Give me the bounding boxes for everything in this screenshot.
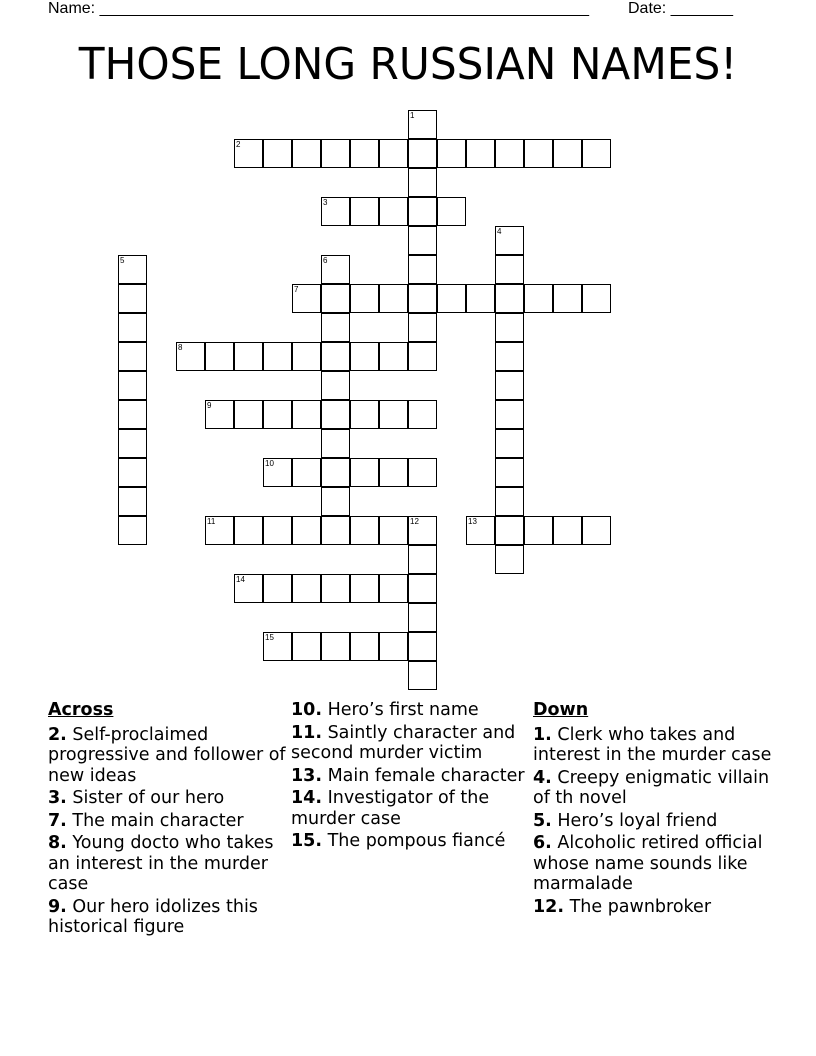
- crossword-cell[interactable]: [495, 429, 524, 458]
- clue-number: 7: [294, 285, 299, 294]
- clue-number: 15: [265, 633, 274, 642]
- across-clue: [291, 788, 531, 829]
- crossword-cell[interactable]: [437, 284, 466, 313]
- crossword-cell[interactable]: [292, 632, 321, 661]
- crossword-cell[interactable]: [495, 284, 524, 313]
- crossword-cell[interactable]: [321, 400, 350, 429]
- crossword-cell[interactable]: [582, 284, 611, 313]
- crossword-cell[interactable]: [466, 139, 495, 168]
- clue-number-label: 8.: [48, 833, 67, 853]
- crossword-cell[interactable]: [408, 255, 437, 284]
- across-clue: [291, 723, 531, 764]
- crossword-cell[interactable]: [553, 516, 582, 545]
- crossword-cell[interactable]: [495, 545, 524, 574]
- crossword-cell[interactable]: [495, 400, 524, 429]
- crossword-cell[interactable]: [118, 429, 147, 458]
- clue-number: 9: [207, 401, 212, 410]
- clue-text: Young docto who takes an interest in the murder case: [48, 833, 274, 894]
- clue-number: 11: [207, 517, 216, 526]
- crossword-cell[interactable]: [379, 458, 408, 487]
- across-clue: [48, 897, 288, 938]
- crossword-cell[interactable]: [408, 545, 437, 574]
- clue-number: 8: [178, 343, 183, 352]
- crossword-cell[interactable]: [350, 342, 379, 371]
- clue-number-label: 4.: [533, 767, 552, 788]
- clue-text: Hero’s first name: [322, 700, 479, 720]
- crossword-cell[interactable]: [321, 516, 350, 545]
- clue-number-label: 15.: [291, 831, 323, 851]
- crossword-cell[interactable]: [118, 284, 147, 313]
- crossword-cell[interactable]: [321, 487, 350, 516]
- clue-number: 6: [323, 256, 328, 265]
- crossword-cell[interactable]: [292, 284, 321, 313]
- crossword-cell[interactable]: [495, 255, 524, 284]
- crossword-cell[interactable]: [495, 342, 524, 371]
- clue-number-label: 7.: [48, 810, 67, 831]
- clue-number-label: 14.: [291, 788, 323, 808]
- crossword-cell[interactable]: [321, 342, 350, 371]
- clue-text: The main character: [66, 810, 244, 831]
- crossword-cell[interactable]: [350, 516, 379, 545]
- crossword-cell[interactable]: [553, 139, 582, 168]
- crossword-cell[interactable]: [118, 516, 147, 545]
- crossword-cell[interactable]: [350, 574, 379, 603]
- clue-text: The pompous fiancé: [322, 831, 506, 851]
- across-clue: [48, 725, 288, 787]
- clue-text: Investigator of the murder case: [291, 788, 490, 829]
- page-title: THOSE LONG RUSSIAN NAMES!: [78, 39, 738, 90]
- clue-number: 2: [236, 140, 241, 149]
- crossword-cell[interactable]: [408, 516, 437, 545]
- clue-text: Sister of our hero: [66, 788, 225, 808]
- crossword-cell[interactable]: [524, 139, 553, 168]
- crossword-cell[interactable]: [408, 632, 437, 661]
- clue-number: 14: [236, 575, 245, 584]
- crossword-cell[interactable]: [408, 168, 437, 197]
- crossword-cell[interactable]: [350, 139, 379, 168]
- crossword-cell[interactable]: [350, 458, 379, 487]
- crossword-cell[interactable]: [321, 197, 350, 226]
- clue-number-label: 1.: [533, 724, 552, 745]
- crossword-cell[interactable]: [234, 400, 263, 429]
- crossword-cell[interactable]: [321, 313, 350, 342]
- crossword-cell[interactable]: [292, 458, 321, 487]
- across-clue: [291, 766, 531, 787]
- crossword-cell[interactable]: [379, 632, 408, 661]
- clue-text: Creepy enigmatic villain of th novel: [533, 767, 770, 808]
- crossword-cell[interactable]: [321, 284, 350, 313]
- crossword-cell[interactable]: [263, 342, 292, 371]
- crossword-cell[interactable]: [495, 371, 524, 400]
- crossword-cell[interactable]: [524, 284, 553, 313]
- crossword-cell[interactable]: [321, 429, 350, 458]
- clue-number: 12: [410, 517, 419, 526]
- across-heading: Across: [48, 700, 114, 720]
- crossword-cell[interactable]: [582, 516, 611, 545]
- crossword-cell[interactable]: [495, 139, 524, 168]
- crossword-cell[interactable]: [263, 516, 292, 545]
- crossword-cell[interactable]: [118, 342, 147, 371]
- crossword-cell[interactable]: [321, 371, 350, 400]
- crossword-cell[interactable]: [408, 110, 437, 139]
- crossword-cell[interactable]: [234, 516, 263, 545]
- clue-text: Self-proclaimed progressive and follower of new ideas: [48, 724, 286, 786]
- clue-text: The pawnbroker: [564, 896, 712, 917]
- name-field[interactable]: Name: _______________________________________________________: [48, 0, 589, 17]
- crossword-cell[interactable]: [234, 574, 263, 603]
- crossword-cell[interactable]: [379, 516, 408, 545]
- clue-text: Saintly character and second murder victim: [291, 722, 516, 763]
- crossword-cell[interactable]: [350, 197, 379, 226]
- crossword-cell[interactable]: [495, 313, 524, 342]
- crossword-cell[interactable]: [408, 139, 437, 168]
- clue-number: 5: [120, 256, 125, 265]
- clue-number-label: 5.: [533, 810, 552, 831]
- clue-number: 1: [410, 111, 415, 120]
- crossword-cell[interactable]: [466, 516, 495, 545]
- crossword-cell[interactable]: [437, 197, 466, 226]
- crossword-cell[interactable]: [379, 197, 408, 226]
- crossword-cell[interactable]: [321, 458, 350, 487]
- crossword-cell[interactable]: [263, 574, 292, 603]
- crossword-cell[interactable]: [408, 458, 437, 487]
- crossword-cell[interactable]: [205, 516, 234, 545]
- crossword-cell[interactable]: [379, 139, 408, 168]
- across-clue: [48, 811, 288, 832]
- crossword-cell[interactable]: [350, 400, 379, 429]
- crossword-cell[interactable]: [118, 458, 147, 487]
- crossword-cell[interactable]: [234, 139, 263, 168]
- crossword-cell[interactable]: [379, 574, 408, 603]
- crossword-cell[interactable]: [379, 284, 408, 313]
- clue-number-label: 6.: [533, 833, 552, 853]
- crossword-cell[interactable]: [582, 139, 611, 168]
- crossword-cell[interactable]: [292, 574, 321, 603]
- clues-column-2: [291, 700, 531, 854]
- crossword-cell[interactable]: [495, 226, 524, 255]
- down-clue: [533, 897, 773, 918]
- clues-column-3: [533, 700, 773, 919]
- down-clue: [533, 725, 773, 766]
- crossword-cell[interactable]: [350, 284, 379, 313]
- crossword-cell[interactable]: [321, 255, 350, 284]
- clue-number: 10: [265, 459, 274, 468]
- crossword-cell[interactable]: [292, 342, 321, 371]
- crossword-cell[interactable]: [524, 516, 553, 545]
- clue-number-label: 2.: [48, 724, 67, 745]
- crossword-cell[interactable]: [263, 139, 292, 168]
- crossword-cell[interactable]: [263, 632, 292, 661]
- crossword-cell[interactable]: [292, 516, 321, 545]
- crossword-cell[interactable]: [408, 574, 437, 603]
- crossword-cell[interactable]: [408, 342, 437, 371]
- crossword-cell[interactable]: [205, 342, 234, 371]
- clue-text: Hero’s loyal friend: [551, 810, 718, 831]
- down-clue: [533, 768, 773, 809]
- clue-text: Main female character: [322, 765, 525, 786]
- across-clue: [48, 788, 288, 809]
- crossword-cell[interactable]: [321, 632, 350, 661]
- clue-text: Alcoholic retired official whose name sounds like marmalade: [533, 833, 763, 894]
- clue-number-label: 13.: [291, 765, 323, 786]
- down-clue: [533, 833, 773, 895]
- clue-number: 13: [468, 517, 477, 526]
- crossword-cell[interactable]: [495, 487, 524, 516]
- clue-number-label: 12.: [533, 896, 565, 917]
- clue-number-label: 11.: [291, 722, 323, 743]
- crossword-cell[interactable]: [205, 400, 234, 429]
- across-clue: [291, 831, 531, 852]
- crossword-cell[interactable]: [118, 371, 147, 400]
- crossword-cell[interactable]: [408, 313, 437, 342]
- clue-number-label: 9.: [48, 896, 67, 917]
- clue-number: 4: [497, 227, 502, 236]
- crossword-cell[interactable]: [118, 487, 147, 516]
- crossword-cell[interactable]: [466, 284, 495, 313]
- clue-text: Our hero idolizes this historical figure: [48, 896, 258, 937]
- crossword-cell[interactable]: [437, 139, 466, 168]
- crossword-cell[interactable]: [350, 632, 379, 661]
- crossword-cell[interactable]: [176, 342, 205, 371]
- clues-column-1: [48, 700, 288, 940]
- crossword-cell[interactable]: [495, 516, 524, 545]
- crossword-cell[interactable]: [234, 342, 263, 371]
- across-clue: [48, 833, 288, 895]
- crossword-cell[interactable]: [118, 313, 147, 342]
- crossword-cell[interactable]: [408, 284, 437, 313]
- date-field[interactable]: Date: _______: [628, 0, 733, 17]
- crossword-cell[interactable]: [379, 400, 408, 429]
- crossword-cell[interactable]: [321, 574, 350, 603]
- crossword-cell[interactable]: [553, 284, 582, 313]
- crossword-cell[interactable]: [292, 400, 321, 429]
- crossword-cell[interactable]: [408, 603, 437, 632]
- crossword-cell[interactable]: [408, 661, 437, 690]
- clue-number: 3: [323, 198, 328, 207]
- down-heading: Down: [533, 700, 589, 720]
- crossword-cell[interactable]: [408, 226, 437, 255]
- clue-number-label: 3.: [48, 788, 67, 808]
- crossword-cell[interactable]: [263, 458, 292, 487]
- across-clue: [291, 700, 531, 721]
- crossword-cell[interactable]: [321, 139, 350, 168]
- clue-number-label: 10.: [291, 700, 323, 720]
- crossword-cell[interactable]: [495, 458, 524, 487]
- crossword-cell[interactable]: [408, 400, 437, 429]
- crossword-cell[interactable]: [118, 400, 147, 429]
- clue-text: Clerk who takes and interest in the murder case: [533, 724, 772, 765]
- crossword-cell[interactable]: [292, 139, 321, 168]
- crossword-cell[interactable]: [379, 342, 408, 371]
- crossword-cell[interactable]: [408, 197, 437, 226]
- down-clue: [533, 811, 773, 832]
- crossword-cell[interactable]: [263, 400, 292, 429]
- crossword-cell[interactable]: [118, 255, 147, 284]
